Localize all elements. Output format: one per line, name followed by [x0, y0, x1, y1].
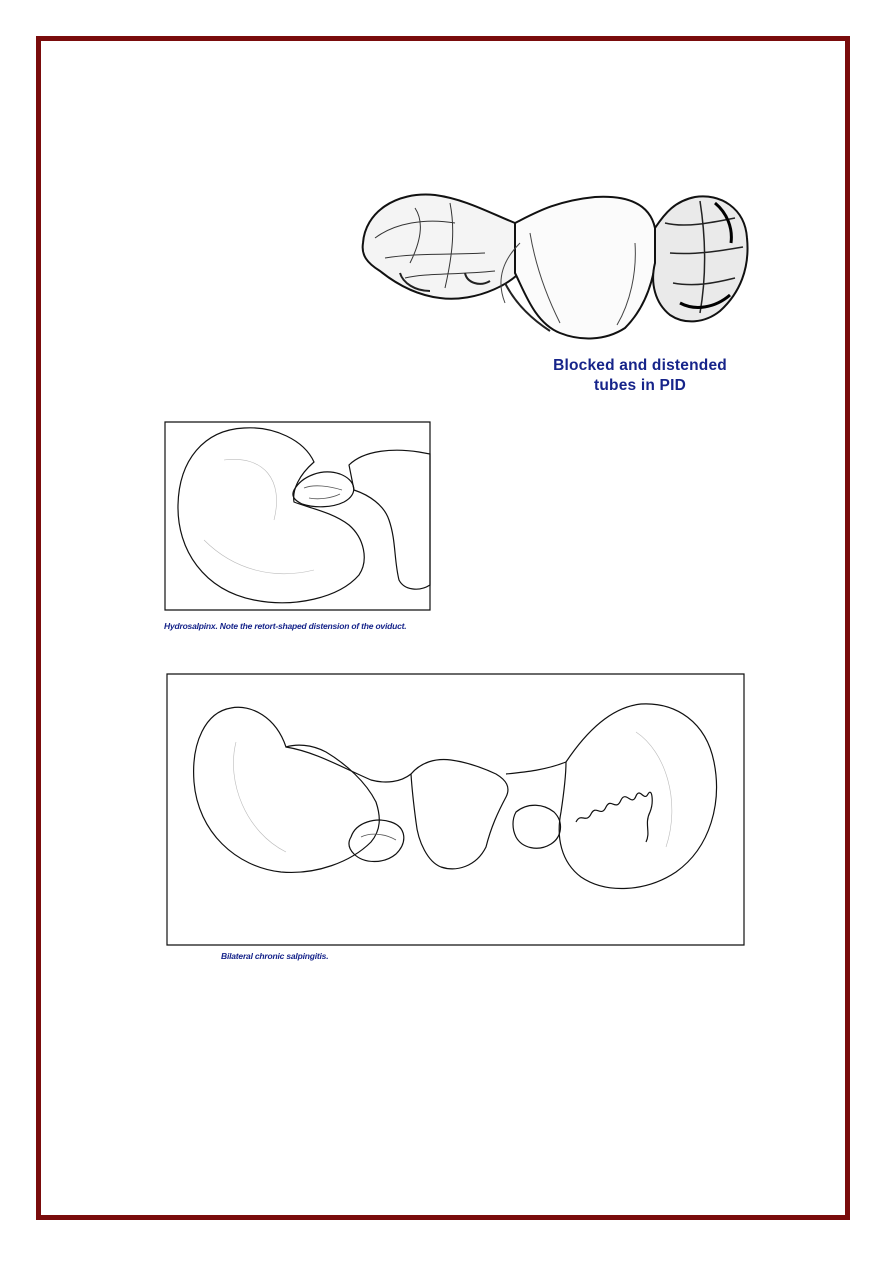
hydrosalpinx-illustration: [164, 420, 432, 612]
left-ovary: [349, 820, 404, 861]
ovary: [293, 472, 354, 507]
pid-caption: [545, 356, 735, 396]
bilateral-frame: [167, 674, 744, 945]
fimbria-squiggle: [576, 792, 652, 842]
pid-caption-line-2: tubes in PID: [594, 377, 686, 394]
bilateral-caption: Bilateral chronic salpingitis.: [221, 951, 329, 961]
right-distended-tube: [653, 196, 747, 321]
left-distended-tube: [363, 195, 532, 299]
right-ovary: [513, 805, 560, 848]
bilateral-salpingitis-illustration: [166, 672, 746, 948]
left-tube: [194, 707, 380, 872]
right-tube: [559, 704, 716, 889]
uterus: [411, 760, 508, 869]
hydrosalpinx-caption: Hydrosalpinx. Note the retort-shaped distension of the oviduct.: [164, 621, 407, 631]
pid-caption-line-1: Blocked and distended: [553, 357, 727, 374]
pid-illustration: [355, 183, 755, 343]
